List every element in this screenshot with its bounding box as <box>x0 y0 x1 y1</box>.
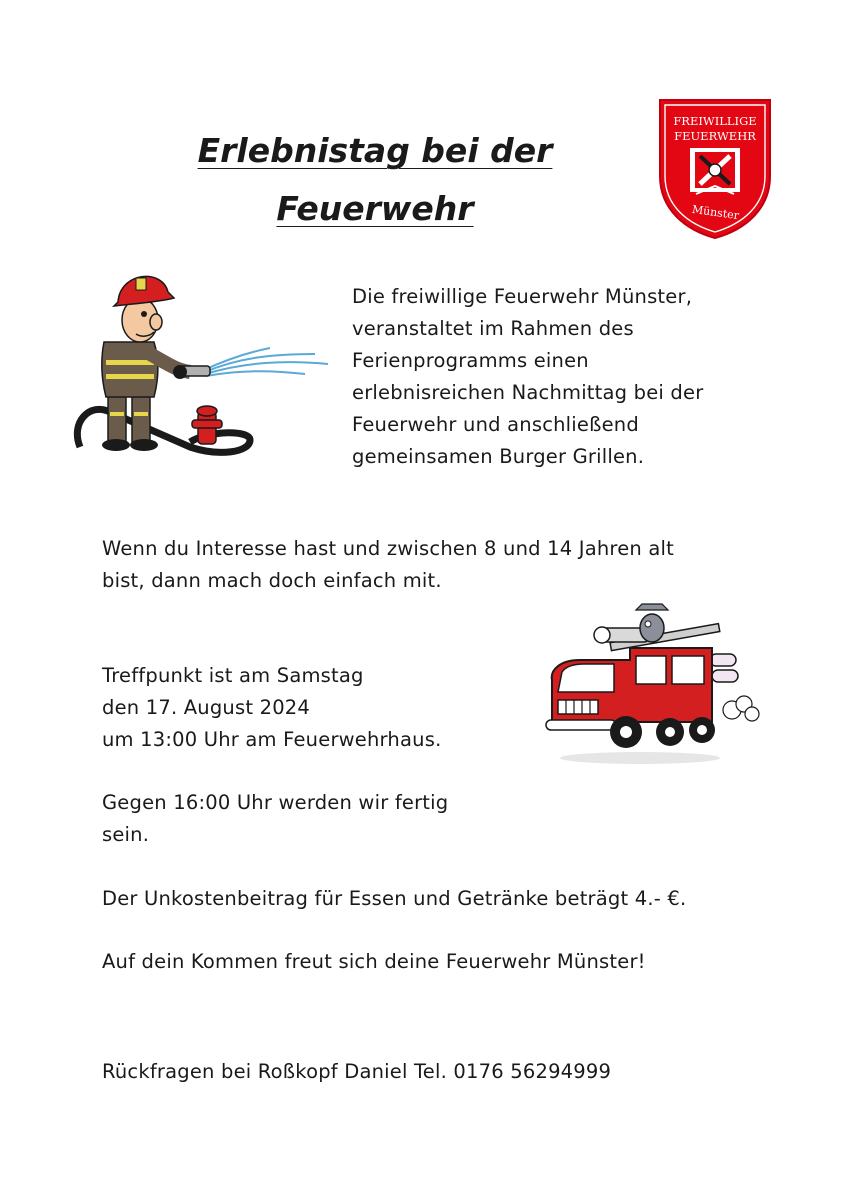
meeting-paragraph <box>102 660 441 756</box>
intro-line: Ferienprogramms einen <box>352 349 589 372</box>
meeting-line-2: den 17. August 2024 <box>102 696 311 719</box>
contact-text: Rückfragen bei Roßkopf Daniel Tel. 0176 56294999 <box>102 1060 612 1083</box>
intro-paragraph <box>352 281 772 473</box>
end-time-line-1: Gegen 16:00 Uhr werden wir fertig <box>102 791 449 814</box>
firefighter-with-hose-illustration <box>70 262 340 462</box>
crest-text-line-1: FREIWILLIGE <box>673 114 757 128</box>
interest-paragraph <box>102 533 674 597</box>
crest-text-line-3: Münster <box>691 202 740 223</box>
end-time-line-2: sein. <box>102 823 150 846</box>
intro-line: gemeinsamen Burger Grillen. <box>352 445 645 468</box>
interest-line-1: Wenn du Interesse hast und zwischen 8 und 14 Jahren alt <box>102 537 674 560</box>
cartoon-fire-truck-illustration <box>540 600 765 772</box>
closing-text: Auf dein Kommen freut sich deine Feuerwehr Münster! <box>102 950 646 973</box>
meeting-line-3: um 13:00 Uhr am Feuerwehrhaus. <box>102 728 442 751</box>
intro-line: erlebnisreichen Nachmittag bei der <box>352 381 704 404</box>
intro-line: Feuerwehr und anschließend <box>352 413 639 436</box>
meeting-line-1: Treffpunkt ist am Samstag <box>102 664 364 687</box>
intro-line: Die freiwillige Feuerwehr Münster, <box>352 285 693 308</box>
crest-emblem-icon <box>690 148 740 194</box>
crest-text-line-2: FEUERWEHR <box>674 129 756 143</box>
title-line-2: Feuerwehr <box>276 189 474 228</box>
fee-text: Der Unkostenbeitrag für Essen und Getränke beträgt 4.- €. <box>102 887 687 910</box>
page-title <box>150 122 600 238</box>
end-time-paragraph <box>102 787 448 851</box>
interest-line-2: bist, dann mach doch einfach mit. <box>102 569 442 592</box>
intro-line: veranstaltet im Rahmen des <box>352 317 634 340</box>
fire-brigade-crest-logo <box>656 98 774 240</box>
title-line-1: Erlebnistag bei der <box>197 131 553 170</box>
